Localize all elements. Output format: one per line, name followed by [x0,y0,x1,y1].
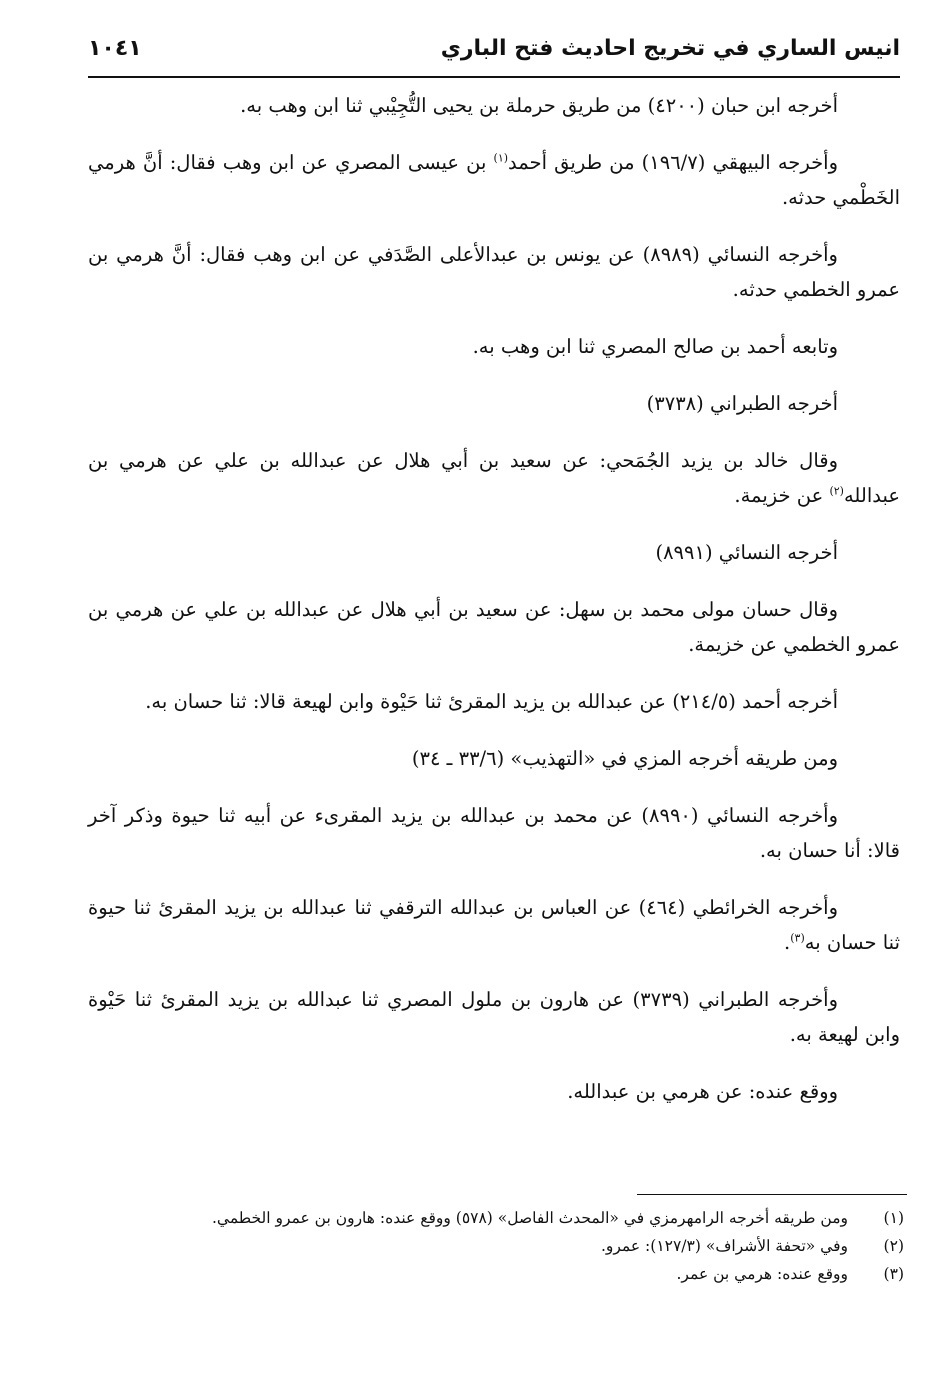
footnote-item [88,1260,904,1288]
paragraph [88,741,900,776]
paragraph-text: وقال خالد بن يزيد الجُمَحي: عن سعيد بن أبي هلال عن عبدالله بن علي عن هرمي بن عبدالله [88,449,900,507]
paragraph [88,592,900,662]
paragraph-text: وأخرجه الطبراني (٣٧٣٩) عن هارون بن ملول المصري ثنا عبدالله بن يزيد المقرئ ثنا حَيْوة وابن لهيعة به. [88,988,900,1046]
paragraph-text: وأخرجه النسائي (٨٩٩٠) عن محمد بن عبدالله بن يزيد المقرىء عن أبيه ثنا حيوة وذكر آخر قالا: أنا حسان به. [88,804,900,862]
paragraph-text: ومن طريقه أخرجه المزي في «التهذيب» (٣٣/٦ ـ ٣٤) [411,747,838,770]
footnote-item [88,1232,904,1260]
paragraph-text: أخرجه ابن حبان (٤٢٠٠) من طريق حرملة بن يحيى التُّجِيْبي ثنا ابن وهب به. [240,94,838,117]
footnote-text: وفي «تحفة الأشراف» (١٢٧/٣): عمرو. [600,1237,848,1255]
footnote-text: ووقع عنده: هرمي بن عمر. [676,1265,848,1283]
footnote-marker[interactable]: (٢) [829,484,844,498]
paragraph [88,684,900,719]
paragraph-text: وتابعه أحمد بن صالح المصري ثنا ابن وهب به. [472,335,838,358]
footnote-text: ومن طريقه أخرجه الرامهرمزي في «المحدث الفاصل» (٥٧٨) ووقع عنده: هارون بن عمرو الخطمي. [212,1209,848,1227]
footnotes [88,1204,904,1288]
page-header [88,30,900,72]
footnote-marker[interactable]: (١) [493,151,509,165]
paragraph [88,443,900,513]
book-title: انيس الساري في تخريج احاديث فتح الباري [440,36,900,61]
paragraph [88,535,900,570]
paragraph-text: وأخرجه البيهقي (١٩٦/٧) من طريق أحمد [508,151,838,174]
paragraph [88,798,900,868]
paragraph [88,88,900,123]
page-number: ١٠٤١ [88,36,142,61]
paragraph-text: وقال حسان مولى محمد بن سهل: عن سعيد بن أبي هلال عن عبدالله بن علي عن هرمي بن عمرو الخطمي عن خزيمة. [88,598,900,656]
paragraph-text: بن عيسى المصري عن ابن وهب فقال: أنَّ هرمي الخَطْمي حدثه. [88,151,900,209]
footnote-number: (٢) [883,1237,904,1255]
paragraph [88,1074,900,1109]
paragraph-text: وأخرجه الخرائطي (٤٦٤) عن العباس بن عبدالله الترقفي ثنا عبدالله بن يزيد المقرئ ثنا حيوة ثنا حسان به [88,896,900,954]
paragraph [88,386,900,421]
paragraph-text: وأخرجه النسائي (٨٩٨٩) عن يونس بن عبدالأعلى الصَّدَفي عن ابن وهب فقال: أنَّ هرمي بن عمرو الخطمي حدثه. [88,243,900,301]
footnote-number: (١) [883,1209,904,1227]
paragraph-text: . [784,931,791,954]
paragraph-text: عن خزيمة. [734,484,830,507]
paragraph [88,890,900,960]
paragraph-text: ووقع عنده: عن هرمي بن عبدالله. [567,1080,838,1103]
paragraph [88,329,900,364]
paragraph [88,237,900,307]
footnote-divider [637,1194,907,1195]
footnote-marker[interactable]: (٣) [790,931,805,945]
header-divider [88,76,900,78]
paragraph [88,145,900,215]
paragraph-text: أخرجه الطبراني (٣٧٣٨) [646,392,838,415]
main-text [88,88,900,1131]
paragraph-text: أخرجه أحمد (٢١٤/٥) عن عبدالله بن يزيد المقرئ ثنا حَيْوة وابن لهيعة قالا: ثنا حسان به. [145,690,838,713]
paragraph-text: أخرجه النسائي (٨٩٩١) [655,541,838,564]
footnote-item [88,1204,904,1232]
footnote-number: (٣) [883,1265,904,1283]
paragraph [88,982,900,1052]
